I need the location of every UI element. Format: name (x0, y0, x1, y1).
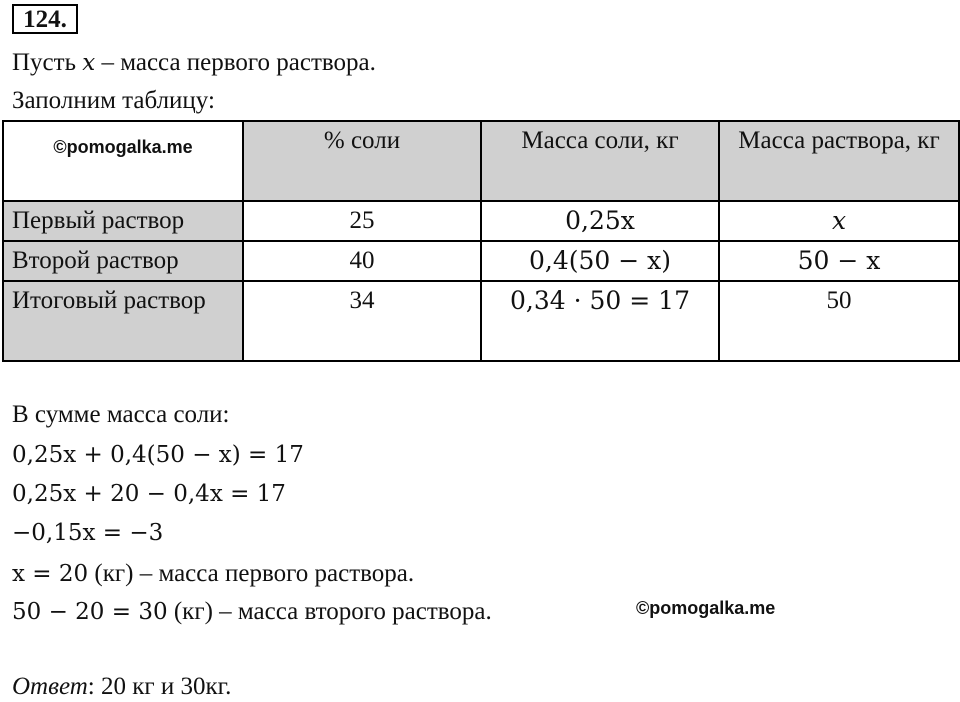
problem-number: 124. (12, 4, 78, 34)
header-salt-mass: Масса соли, кг (481, 121, 719, 201)
row-label: Второй раствор (3, 241, 243, 281)
equation-1: 0,25x + 0,4(50 − x) = 17 (12, 442, 304, 468)
watermark: ©pomogalka.me (53, 137, 193, 157)
table-row (3, 281, 959, 361)
cell-salt-mass: 0,4(50 − x) (481, 241, 719, 281)
intro-line-1 (12, 48, 376, 78)
cell-salt-mass: 0,34 · 50 = 17 (481, 281, 719, 361)
table-header-row (3, 121, 959, 201)
cell-solution-mass: x (719, 201, 959, 241)
answer-label: Ответ (12, 673, 88, 700)
equation-5 (12, 597, 492, 627)
header-solution-mass: Масса раствора, кг (719, 121, 959, 201)
cell-salt-mass: 0,25x (481, 201, 719, 241)
intro-prefix: Пусть (12, 49, 83, 76)
table-row (3, 241, 959, 281)
cell-solution-mass: 50 − x (719, 241, 959, 281)
intro-variable: x (82, 50, 96, 76)
row-label: Итоговый раствор (3, 281, 243, 361)
watermark-bottom: ©pomogalka.me (636, 598, 776, 618)
equation-4 (12, 559, 414, 589)
cell-percent: 34 (243, 281, 481, 361)
cell-solution-mass: 50 (719, 281, 959, 361)
cell-percent: 25 (243, 201, 481, 241)
equation-3: −0,15x = −3 (12, 520, 164, 546)
answer-text: : 20 кг и 30кг. (87, 673, 232, 700)
equation-2: 0,25x + 20 − 0,4x = 17 (12, 481, 286, 507)
row-label: Первый раствор (3, 201, 243, 241)
equation-5-math: 50 − 20 = 30 (12, 599, 168, 625)
watermark-cell (3, 121, 243, 201)
answer-line (12, 672, 231, 702)
equation-4-math: x = 20 (12, 561, 89, 587)
equation-5-text: (кг) – масса второго раствора. (167, 598, 492, 625)
header-percent: % соли (243, 121, 481, 201)
solution-table (2, 120, 960, 362)
intro-suffix: – масса первого раствора. (95, 49, 376, 76)
equation-4-text: (кг) – масса первого раствора. (88, 560, 415, 587)
solution-heading: В сумме масса соли: (12, 401, 230, 428)
cell-percent: 40 (243, 241, 481, 281)
intro-line-2: Заполним таблицу: (12, 87, 215, 114)
table-row (3, 201, 959, 241)
